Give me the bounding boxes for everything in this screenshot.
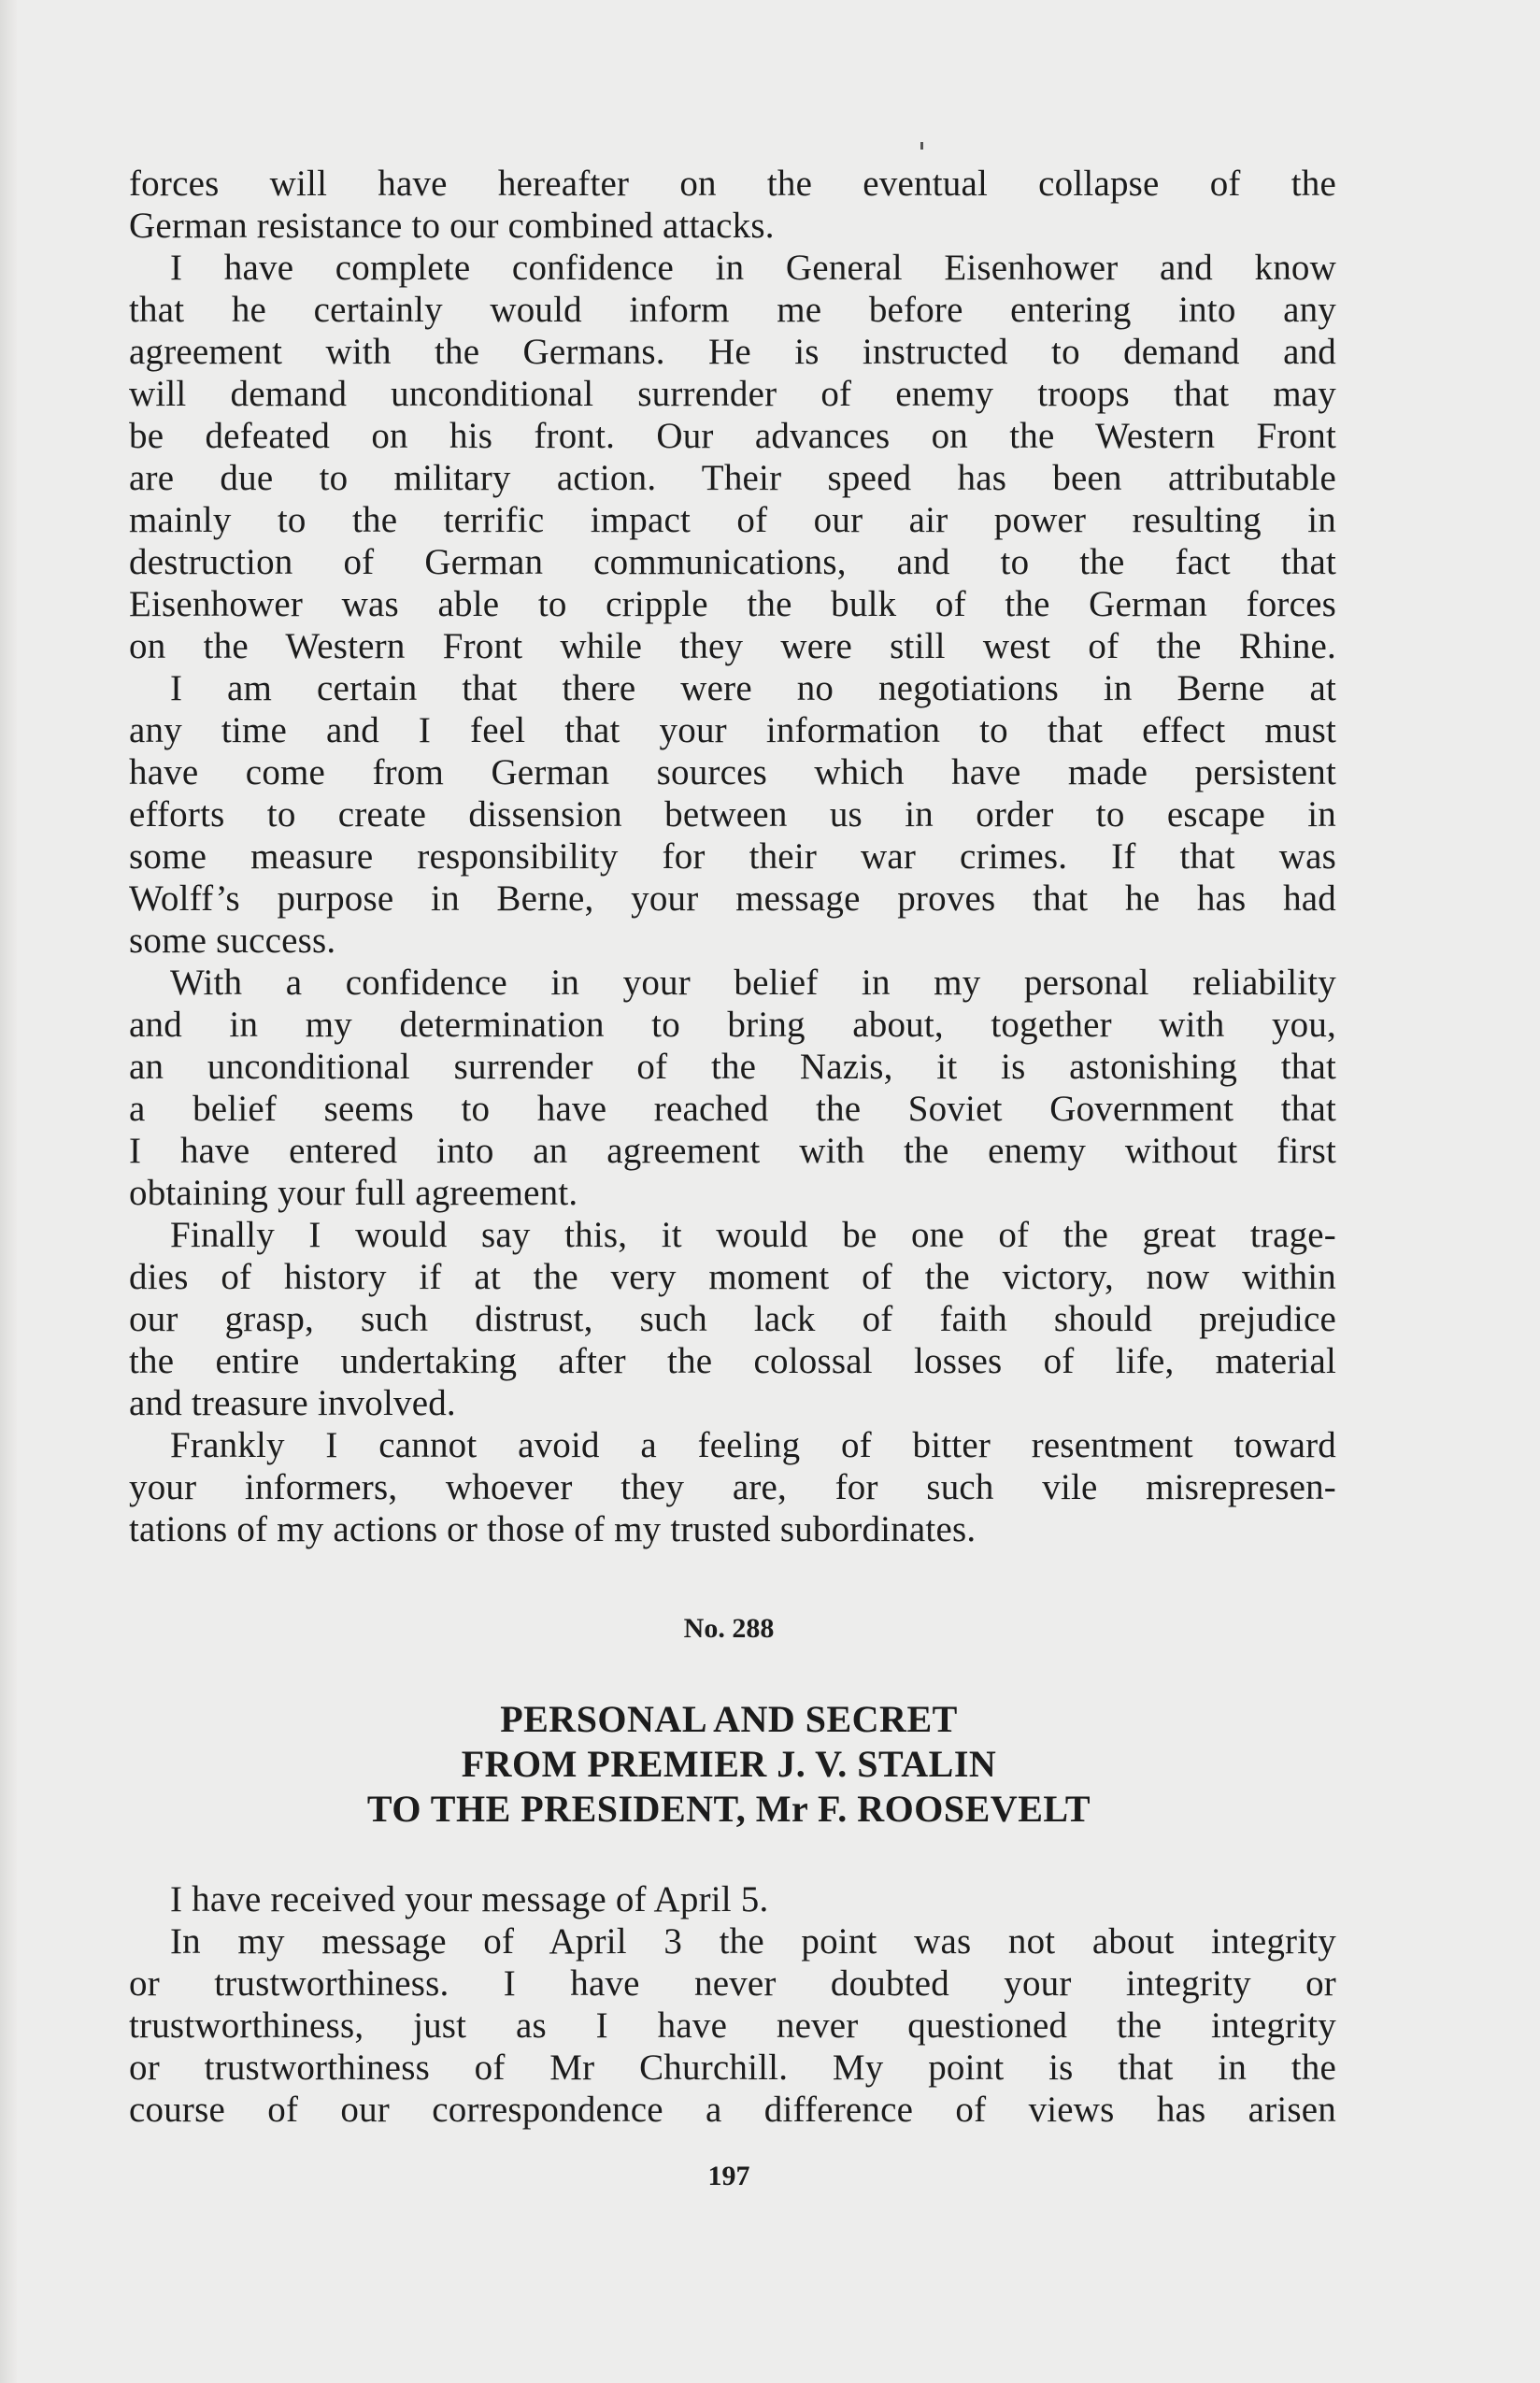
text-line: will demand unconditional surrender of enemy troops that may — [129, 374, 1336, 414]
text-line: mainly to the terrific impact of our air power resulting in — [129, 500, 1336, 540]
paragraph-start: Finally I would say this, it would be one of the great trage- — [170, 1215, 1336, 1255]
text-line: I have entered into an agreement with the enemy without first — [129, 1131, 1336, 1171]
text-line: Eisenhower was able to cripple the bulk of the German forces — [129, 584, 1336, 624]
document-number: No. 288 — [683, 1613, 775, 1644]
page-number: 197 — [707, 2161, 750, 2191]
text-line: efforts to create dissension between us in order to escape in — [129, 794, 1336, 835]
text-line: or trustworthiness of Mr Churchill. My point is that in the — [129, 2048, 1336, 2088]
text-line: any time and I feel that your information to that effect must — [129, 710, 1336, 750]
text-line: and in my determination to bring about, together with you, — [129, 1005, 1336, 1045]
page-edge-shadow — [0, 0, 17, 2383]
text-line: Wolff’s purpose in Berne, your message proves that he has had — [129, 878, 1336, 919]
paragraph-start: In my message of April 3 the point was not about integrity — [170, 1921, 1336, 1962]
text-line: our grasp, such distrust, such lack of faith should prejudice — [129, 1299, 1336, 1339]
text-line: some measure responsibility for their war crimes. If that was — [129, 836, 1336, 877]
text-line: obtaining your full agreement. — [129, 1173, 578, 1213]
text-line: trustworthiness, just as I have never questioned the integrity — [129, 2005, 1336, 2046]
paragraph-start: Frankly I cannot avoid a feeling of bitter resentment toward — [170, 1425, 1336, 1465]
title-line-2: FROM PREMIER J. V. STALIN — [461, 1743, 997, 1785]
text-line: some success. — [129, 920, 336, 961]
text-line: have come from German sources which have made persistent — [129, 752, 1336, 792]
text-line: and treasure involved. — [129, 1383, 456, 1423]
text-line: German resistance to our combined attacks. — [129, 206, 775, 246]
text-line: dies of history if at the very moment of the victory, now within — [129, 1257, 1336, 1297]
title-line-1: PERSONAL AND SECRET — [500, 1698, 958, 1740]
paragraph-start: With a confidence in your belief in my personal reliability — [170, 963, 1336, 1003]
print-speck — [920, 142, 923, 150]
paragraph-start: I am certain that there were no negotiations in Berne at — [170, 668, 1336, 708]
text-line: forces will have hereafter on the eventual collapse of the — [129, 164, 1336, 204]
text-line: course of our correspondence a difference of views has arisen — [129, 2090, 1336, 2130]
paragraph-start: I have received your message of April 5. — [170, 1879, 769, 1919]
title-line-3: TO THE PRESIDENT, Mr F. ROOSEVELT — [366, 1788, 1091, 1830]
text-line: or trustworthiness. I have never doubted your integrity or — [129, 1963, 1336, 2004]
text-line: tations of my actions or those of my trusted subordinates. — [129, 1509, 977, 1549]
text-line: destruction of German communications, and to the fact that — [129, 542, 1336, 582]
text-line: are due to military action. Their speed has been attributable — [129, 458, 1336, 498]
paragraph-start: I have complete confidence in General Eisenhower and know — [170, 248, 1336, 288]
text-line: an unconditional surrender of the Nazis, it is astonishing that — [129, 1047, 1336, 1087]
text-line: a belief seems to have reached the Soviet Government that — [129, 1089, 1336, 1129]
text-line: be defeated on his front. Our advances on the Western Front — [129, 416, 1336, 456]
text-line: agreement with the Germans. He is instructed to demand and — [129, 332, 1336, 372]
text-line: that he certainly would inform me before entering into any — [129, 290, 1336, 330]
text-line: on the Western Front while they were still west of the Rhine. — [129, 626, 1336, 666]
text-line: your informers, whoever they are, for such vile misrepresen- — [129, 1467, 1336, 1507]
text-line: the entire undertaking after the colossal losses of life, material — [129, 1341, 1336, 1381]
